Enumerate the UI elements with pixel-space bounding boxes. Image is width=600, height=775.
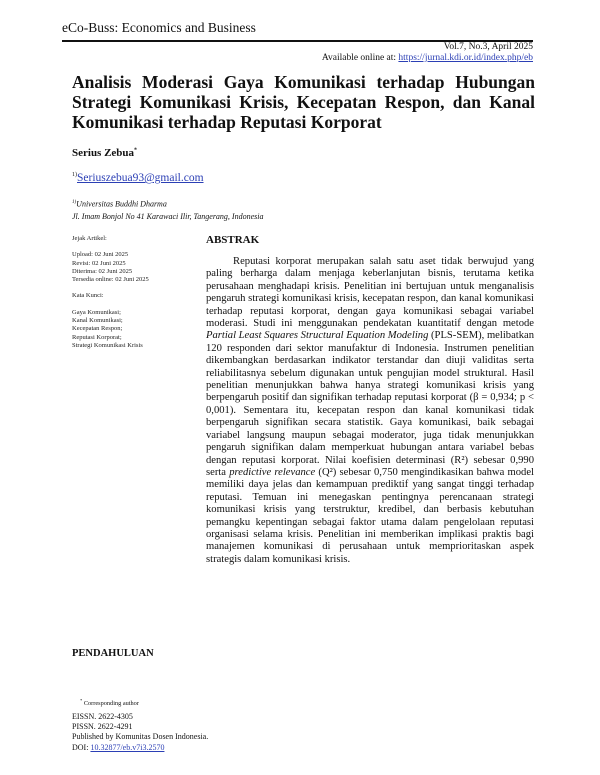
- keyword-item: Strategi Komunikasi Krisis: [72, 341, 143, 349]
- journal-title: eCo-Buss: Economics and Business: [62, 20, 256, 35]
- publisher: Published by Komunitas Dosen Indonesia.: [72, 732, 209, 742]
- corresponding-note-label: Corresponding author: [83, 700, 139, 708]
- abstract-italic-predictive: predictive relevance: [229, 466, 316, 478]
- journal-url-link[interactable]: https://jurnal.kdi.or.id/index.php/eb: [398, 53, 533, 63]
- corresponding-mark: *: [134, 147, 138, 154]
- keyword-item: Reputasi Korporat;: [72, 333, 122, 341]
- history-accepted: Diterima: 02 Juni 2025: [72, 267, 133, 275]
- eissn: EISSN. 2622-4305: [72, 712, 133, 721]
- keyword-item: Kecepatan Respon;: [72, 325, 123, 333]
- abstract-heading: ABSTRAK: [206, 234, 260, 246]
- abstract-text-1: Reputasi korporat merupakan salah satu aset tidak berwujud yang paling berharga dalam menjaga keberlanjutan bisnis, terutama ketika perusahaan menghadapi krisis. Penelitian ini bertujuan untuk menganalisis pengaruh strategi komunikasi krisis, kecepatan respon, dan kanal komunikasi terhadap reputasi korporat, dengan gaya komunikasi sebagai variabel moderasi. Studi ini menggunakan pendekatan kuantitatif dengan metode: [206, 256, 534, 330]
- keyword-item: Gaya Komunikasi;: [72, 308, 121, 316]
- affiliation-institution: [72, 197, 263, 211]
- affiliation: [72, 197, 263, 223]
- publication-footer: [72, 712, 208, 753]
- corresponding-note-mark: *: [80, 698, 83, 703]
- institution-name: Universitas Buddhi Dharma: [76, 199, 167, 209]
- abstract-text-2: (PLS-SEM), melibatkan 120 responden dari sektor manufaktur di Indonesia. Instrumen penelitian dikembangkan berdasarkan indikator terstandar dan diuji validitas serta reliabilitasnya sebelum digunakan untuk pengujian model struktural. Hasil penelitian menunjukkan bahwa hanya strategi komunikasi krisis yang berpengaruh positif dan signifikan terhadap reputasi korporat (β = 0,934; p < 0,001). Sementara itu, kecepatan respon dan kanal komunikasi tidak berpengaruh signifikan secara statistik. Gaya komunikasi, baik sebagai variabel langsung maupun sebagai moderator, juga tidak menunjukkan pengaruh signifikan dalam memperkuat hubungan antara variabel bebas dengan reputasi korporat. Nilai koefisien determinasi (R²) sebesar 0,990 serta: [206, 330, 535, 478]
- history-upload: Upload: 02 Juni 2025: [72, 251, 129, 259]
- affiliation-address: Jl. Imam Bonjol No 41 Karawaci Ilir, Tangerang, Indonesia: [72, 211, 264, 221]
- article-title: Analisis Moderasi Gaya Komunikasi terhadap Hubungan Strategi Komunikasi Krisis, Kecepatan Respon, dan Kanal Komunikasi terhadap Reputasi Korporat: [72, 72, 535, 132]
- doi-label: DOI:: [72, 742, 91, 752]
- abstract-body: [206, 256, 534, 566]
- email-superscript: 1): [72, 172, 77, 179]
- keywords-label: Kata Kunci:: [72, 292, 104, 300]
- history-online: Tersedia online: 02 Juni 2025: [72, 276, 149, 284]
- email-link[interactable]: Seriuszebua93@gmail.com: [77, 172, 204, 184]
- available-online: [322, 53, 533, 63]
- pissn: PISSN. 2622-4291: [72, 722, 133, 732]
- keyword-item: Kanal Komunikasi;: [72, 317, 123, 325]
- doi-link[interactable]: 10.32877/eb.v7i3.2570: [90, 742, 165, 752]
- history-revision: Revisi: 02 Juni 2025: [72, 259, 126, 267]
- doi: [72, 743, 208, 753]
- abstract-paragraph: [206, 256, 534, 566]
- history-label: Jejak Artikel:: [72, 235, 107, 242]
- volume-issue: Vol.7, No.3, April 2025: [443, 42, 533, 52]
- section-heading-pendahuluan: PENDAHULUAN: [72, 648, 154, 659]
- author-email: [72, 172, 204, 184]
- article-sidebar: [72, 235, 202, 350]
- affiliation-superscript: 1): [72, 200, 77, 205]
- author-name: [72, 147, 137, 159]
- author-name-text: Serius Zebua: [72, 147, 135, 159]
- available-online-label: Available online at:: [321, 53, 399, 63]
- corresponding-author-note: [80, 698, 139, 707]
- abstract-text-3: (Q²) sebesar 0,750 mengindikasikan bahwa model memiliki daya jelas dan kemampuan prediktif yang sangat tinggi terhadap reputasi. Temuan ini menegaskan pentingnya perencanaan strategi komunikasi krisis yang terstruktur, kredibel, dan berbasis kebutuhan pemangku kepentingan sebagai faktor utama dalam pengelolaan reputasi organisasi selama krisis. Penelitian ini memberikan implikasi praktis bagi manajemen komunikasi di perusahaan untuk memprioritaskan aspek strategis dalam komunikasi krisis.: [206, 466, 534, 565]
- abstract-italic-pls-sem: Partial Least Squares Structural Equation Modeling: [206, 330, 429, 342]
